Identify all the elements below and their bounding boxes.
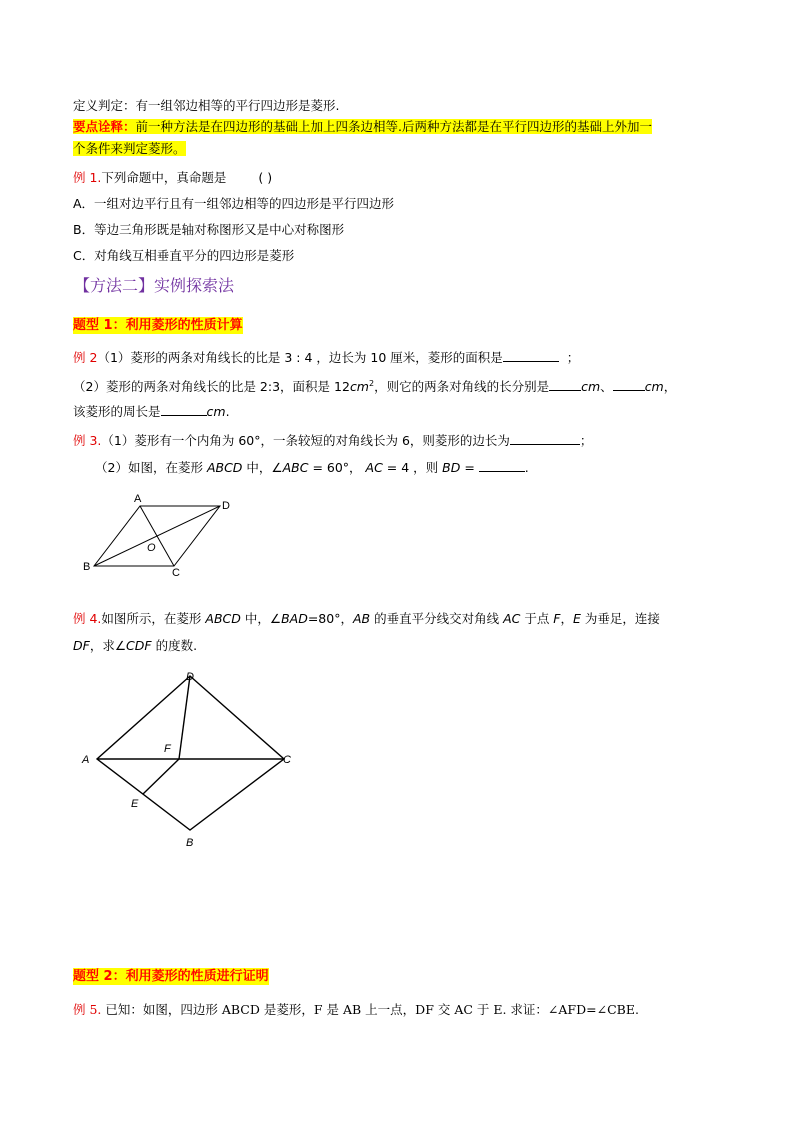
example4-df: DF [73, 638, 90, 653]
example3-part2 [95, 458, 529, 476]
example2-part2-text-b: ，则它的两条对角线的长分别是 [374, 379, 550, 395]
example2-part1 [73, 348, 579, 366]
example3-bd: BD [442, 460, 461, 475]
label-a: A [82, 754, 90, 766]
example3-abcd: ABCD [206, 460, 243, 475]
example3-part1 [73, 431, 592, 449]
type2-heading [73, 967, 269, 985]
example3-ac: AC [365, 460, 383, 475]
example1-stem-text: 下列命题中，真命题是 [101, 170, 227, 185]
type1-heading-text: 题型 1：利用菱形的性质计算 [73, 318, 243, 333]
example1-option-c: C．对角线互相垂直平分的四边形是菱形 [73, 248, 295, 263]
example2-part2 [73, 375, 676, 395]
example3-prefix: 例 3. [73, 433, 102, 448]
example4-e: E [573, 611, 581, 626]
example2-prefix: 例 2 [73, 350, 98, 365]
example5-prefix: 例 5. [73, 1002, 102, 1017]
label-c: C [172, 567, 180, 579]
example2-unit-cm-2: cm [644, 379, 664, 395]
example2-blank-diag1 [549, 377, 581, 391]
type2-heading-text: 题型 2：利用菱形的性质进行证明 [73, 969, 269, 984]
example2-blank-perimeter [161, 402, 207, 416]
example4-ac: AC [503, 611, 521, 626]
example1-answer-paren: ( ) [258, 170, 273, 185]
example2-unit-sup: 2 [369, 379, 375, 388]
example3-rhombus-figure [80, 490, 240, 580]
example4-t7: 为垂足，连接 [580, 611, 660, 626]
segment-df [179, 676, 190, 759]
example4-line2 [73, 637, 197, 654]
example2-blank-area [503, 348, 559, 362]
example4-t4: 的垂直平分线交对角线 [370, 611, 504, 626]
example3-part2-text-a: （2）如图，在菱形 [95, 460, 207, 475]
key-points-label: 要点诠释： [73, 119, 136, 134]
type1-heading [73, 316, 243, 334]
rhombus-outline [97, 676, 284, 830]
example3-part2-text-c: = 60°， [308, 460, 366, 475]
example4-t1: 如图所示，在菱形 [101, 611, 206, 626]
example2-part1-text: （1）菱形的两条对角线长的比是 3 : 4 ，边长为 10 厘米，菱形的面积是 [97, 350, 503, 365]
example4-prefix: 例 4. [73, 611, 102, 626]
example1-prefix: 例 1. [73, 170, 102, 185]
key-points-line-1 [73, 118, 652, 135]
key-points-text-1: 前一种方法是在四边形的基础上加上四条边相等.后两种方法都是在平行四边形的基础上外加一 [135, 119, 652, 134]
example4-bad: BAD [281, 611, 308, 626]
example2-perimeter-text: 该菱形的周长是 [73, 404, 161, 419]
example3-part2-text-b: 中，∠ [242, 460, 283, 475]
label-d: D [186, 671, 194, 683]
example3-part1-end: ； [579, 433, 593, 448]
example4-line1 [73, 610, 660, 627]
example1-stem [73, 169, 272, 186]
example1-option-b: B．等边三角形既是轴对称图形又是中心对称图形 [73, 222, 345, 237]
example2-unit: cm [349, 379, 369, 395]
example4-t3: =80°， [307, 611, 353, 626]
label-b: B [186, 837, 194, 849]
example2-part2-text: （2）菱形的两条对角线长的比是 2:3，面积是 12 [73, 379, 350, 395]
example2-unit-cm-1: cm [581, 379, 601, 395]
example4-t5: 于点 [520, 611, 554, 626]
example4-rhombus-figure [70, 660, 310, 860]
key-points-text-2: 个条件来判定菱形。 [73, 141, 186, 156]
method2-heading: 【方法二】实例探索法 [74, 276, 235, 295]
label-f: F [164, 743, 171, 755]
example2-unit-cm-3: cm [206, 404, 226, 419]
example4-f: F [553, 611, 561, 626]
example2-part2-line2 [73, 402, 230, 420]
key-points-line-2 [73, 140, 186, 157]
example2-perimeter-end: . [225, 404, 230, 419]
label-o: O [147, 542, 156, 554]
label-b: B [83, 561, 91, 573]
example3-blank-side [510, 431, 580, 445]
label-d: D [222, 500, 230, 512]
example2-part2-end: ， [663, 379, 677, 395]
example4-t8: ，求∠ [89, 638, 127, 653]
example3-part1-text: （1）菱形有一个内角为 60°，一条较短的对角线长为 6，则菱形的边长为 [101, 433, 510, 448]
example4-ab: AB [352, 611, 371, 626]
example5-line [73, 1001, 639, 1018]
example3-part2-text-d: = 4 ，则 [382, 460, 443, 475]
label-a: A [134, 493, 142, 505]
example3-part2-text-e: = [460, 460, 475, 475]
example4-t6: ， [560, 611, 574, 626]
example2-part1-end: ； [566, 350, 580, 365]
example5-text: 已知：如图，四边形 ABCD 是菱形，F 是 AB 上一点，DF 交 AC 于 E. 求证：∠AFD=∠CBE. [105, 1002, 639, 1017]
example4-t2: 中，∠ [240, 611, 282, 626]
label-e: E [131, 798, 139, 810]
example2-sep: 、 [600, 379, 613, 395]
segment-fe [143, 759, 179, 794]
example1-option-a: A．一组对边平行且有一组邻边相等的四边形是平行四边形 [73, 196, 395, 211]
example3-blank-bd [479, 458, 525, 472]
example3-part2-end: . [524, 460, 529, 475]
example4-abcd: ABCD [205, 611, 241, 626]
example2-blank-diag2 [613, 377, 645, 391]
example4-cdf: CDF [126, 638, 152, 653]
definition-line: 定义判定：有一组邻边相等的平行四边形是菱形. [73, 98, 340, 113]
diagonal-bd [94, 506, 220, 566]
example3-abc: ABC [282, 460, 309, 475]
label-c: C [283, 754, 291, 766]
example4-t9: 的度数. [151, 638, 198, 653]
